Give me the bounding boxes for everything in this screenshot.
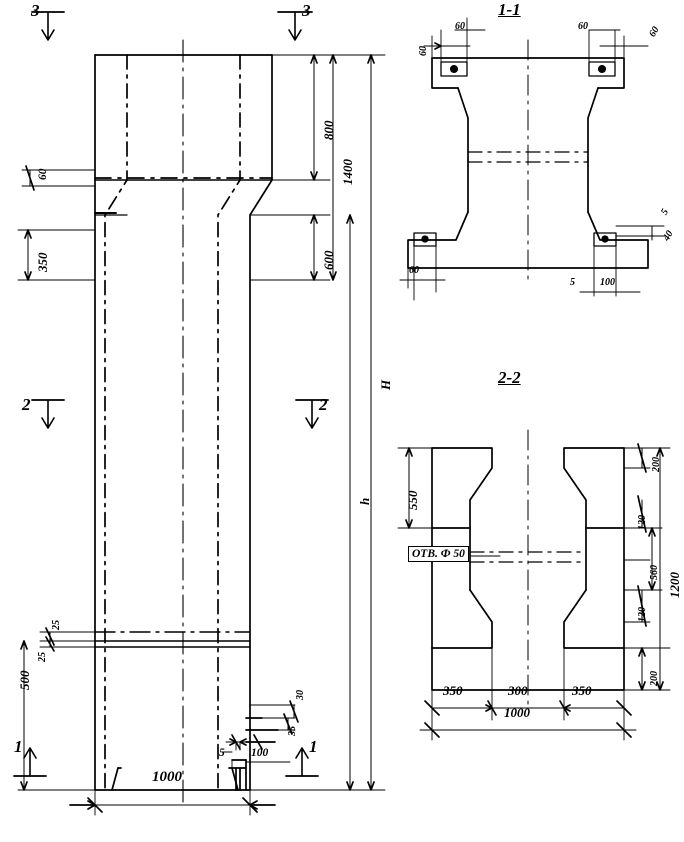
dim-s22-120-bot: 120 [637, 607, 648, 622]
dim-s22-560: 560 [649, 565, 660, 580]
dim-s11-60-bottom: 60 [409, 265, 419, 276]
dim-elev-350: 350 [35, 252, 50, 272]
dim-s22-200-bot: 200 [649, 671, 660, 686]
dim-elev-500: 500 [17, 670, 32, 690]
dim-s11-40: 40 [661, 228, 676, 243]
section-title-2-2: 2-2 [498, 368, 521, 387]
dim-s22-1000: 1000 [504, 705, 530, 720]
dim-elev-1400: 1400 [340, 159, 355, 185]
dim-elev-25-b: 25 [37, 652, 48, 662]
dim-elev-base-5: 5 [219, 747, 225, 759]
dim-s22-1200: 1200 [667, 572, 682, 598]
dim-s22-120-top: 120 [637, 515, 648, 530]
dim-s22-200-top: 200 [651, 457, 662, 472]
section-mark-1-left: 1 [14, 737, 23, 756]
dim-elev-60: 60 [37, 168, 49, 180]
dim-elev-H: H [378, 379, 393, 390]
section-mark-3-right: 3 [302, 1, 311, 20]
dim-elev-35: 35 [287, 726, 298, 736]
dim-elev-30: 30 [295, 690, 306, 700]
dim-s11-60-d: 60 [647, 24, 662, 39]
dim-s11-base-100: 100 [600, 277, 615, 288]
dim-elev-h: h [357, 497, 372, 505]
section-mark-2-left: 2 [22, 395, 31, 414]
dim-elev-base-100: 100 [251, 747, 269, 759]
section-mark-1-right: 1 [309, 737, 318, 756]
dim-elev-width-1000: 1000 [152, 769, 182, 785]
dim-s22-550: 550 [405, 490, 420, 510]
dim-elev-600: 600 [321, 250, 336, 270]
dim-elev-25-a: 25 [51, 620, 62, 630]
dim-s11-60-b: 60 [418, 46, 429, 56]
section-mark-3-left: 3 [31, 1, 40, 20]
dim-s22-350-left: 350 [443, 683, 463, 698]
dim-elev-800: 800 [321, 120, 336, 140]
dim-s11-60-a: 60 [455, 21, 465, 32]
section-title-1-1: 1-1 [498, 0, 521, 19]
note-hole-diameter: ОТВ. Ф 50 [408, 546, 469, 562]
dim-s22-350-right: 350 [572, 683, 592, 698]
dim-s11-60-c: 60 [578, 21, 588, 32]
dim-s11-5: 5 [659, 207, 672, 217]
section-mark-2-right: 2 [319, 395, 328, 414]
dim-s11-base-5: 5 [570, 277, 575, 288]
dim-s22-300: 300 [508, 683, 528, 698]
